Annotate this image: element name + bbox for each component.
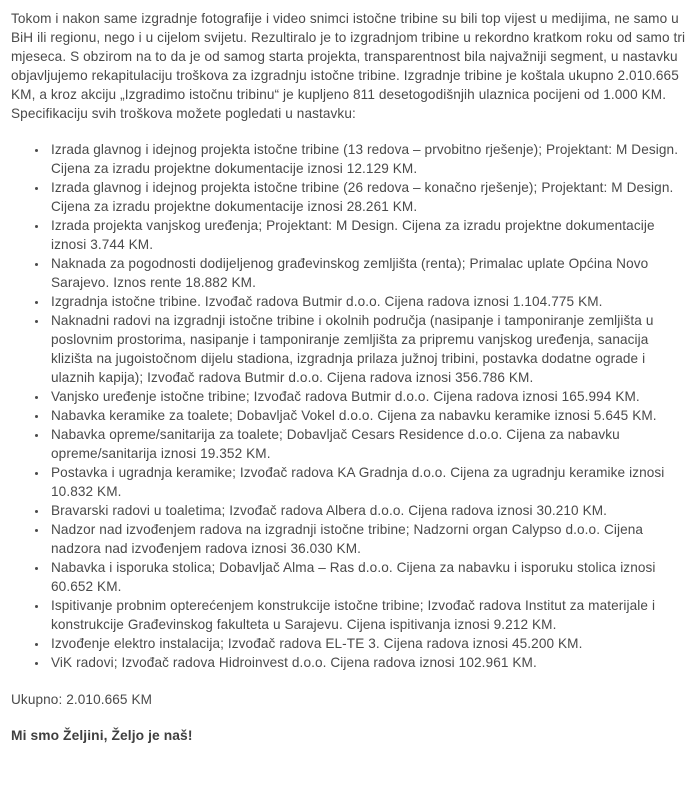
list-item: • Nabavka i isporuka stolica; Dobavljač Alma – Ras d.o.o. Cijena za nabavku i isporuku stolica iznosi 60.652 KM. [48,558,687,596]
list-item: • Izrada glavnog i idejnog projekta istočne tribine (13 redova – prvobitno rješenje); Projektant: M Design. Cijena za izradu projektne dokumentacije iznosi 12.129 KM. [48,140,687,178]
list-item: • Bravarski radovi u toaletima; Izvođač radova Albera d.o.o. Cijena radova iznosi 30.210 KM. [48,501,687,520]
cost-breakdown-list [11,140,687,672]
list-item: • Postavka i ugradnja keramike; Izvođač radova KA Gradnja d.o.o. Cijena za ugradnju keramike iznosi 10.832 KM. [48,463,687,501]
intro-paragraph: Tokom i nakon same izgradnje fotografije i video snimci istočne tribine su bili top vijest u medijima, ne samo u BiH ili regionu, nego i u cijelom svijetu. Rezultiralo je to izgradnjom tribine u rekordno kratkom roku od samo tri mjeseca. S obzirom na to da je od samog starta projekta, transparentnost bila najvažniji segment, u nastavku objavljujemo rekapitulaciju troškova za izgradnju istočne tribine. Izgradnje tribine je koštala ukupno 2.010.665 KM, a kroz akciju „Izgradimo istočnu tribinu“ je kupljeno 811 desetogodišnjih ulaznica pocijeni od 1.000 KM. Specifikaciju svih troškova možete pogledati u nastavku: [11,11,686,121]
list-item: • Nabavka opreme/sanitarija za toalete; Dobavljač Cesars Residence d.o.o. Cijena za nabavku opreme/sanitarija iznosi 19.352 KM. [48,425,687,463]
list-item: • Izvođenje elektro instalacija; Izvođač radova EL-TE 3. Cijena radova iznosi 45.200 KM. [48,634,687,653]
list-item: • Naknada za pogodnosti dodijeljenog građevinskog zemljišta (renta); Primalac uplate Općina Novo Sarajevo. Iznos rente 18.882 KM. [48,254,687,292]
list-item: • Naknadni radovi na izgradnji istočne tribine i okolnih područja (nasipanje i tamponiranje zemljišta u poslovnim prostorima, nasipanje i tamponiranje zemljišta za pripremu vanjskog uređenja, sanacija klizišta na jugoistočnom dijelu stadiona, izgradnja prilaza južnoj tribini, postavka dodatne ograde i ulaznih kapija); Izvođač radova Butmir d.o.o. Cijena radova iznosi 356.786 KM. [48,311,687,387]
list-item: • Nadzor nad izvođenjem radova na izgradnji istočne tribine; Nadzorni organ Calypso d.o.o. Cijena nadzora nad izvođenjem radova iznosi 36.030 KM. [48,520,687,558]
list-item: • Vanjsko uređenje istočne tribine; Izvođač radova Butmir d.o.o. Cijena radova iznosi 165.994 KM. [48,387,687,406]
list-item: • Izrada glavnog i idejnog projekta istočne tribine (26 redova – konačno rješenje); Projektant: M Design. Cijena za izradu projektne dokumentacije iznosi 28.261 KM. [48,178,687,216]
closing-slogan: Mi smo Željini, Željo je naš! [11,728,193,743]
total-line: Ukupno: 2.010.665 KM [11,692,153,707]
list-item: • Izgradnja istočne tribine. Izvođač radova Butmir d.o.o. Cijena radova iznosi 1.104.775 KM. [48,292,687,311]
list-item: • Ispitivanje probnim opterećenjem konstrukcije istočne tribine; Izvođač radova Institut za materijale i konstrukcije Građevinskog fakulteta u Sarajevu. Cijena ispitivanja iznosi 9.212 KM. [48,596,687,634]
list-item: • ViK radovi; Izvođač radova Hidroinvest d.o.o. Cijena radova iznosi 102.961 KM. [48,653,687,672]
list-item: • Izrada projekta vanjskog uređenja; Projektant: M Design. Cijena za izradu projektne dokumentacije iznosi 3.744 KM. [48,216,687,254]
list-item: • Nabavka keramike za toalete; Dobavljač Vokel d.o.o. Cijena za nabavku keramike iznosi 5.645 KM. [48,406,687,425]
